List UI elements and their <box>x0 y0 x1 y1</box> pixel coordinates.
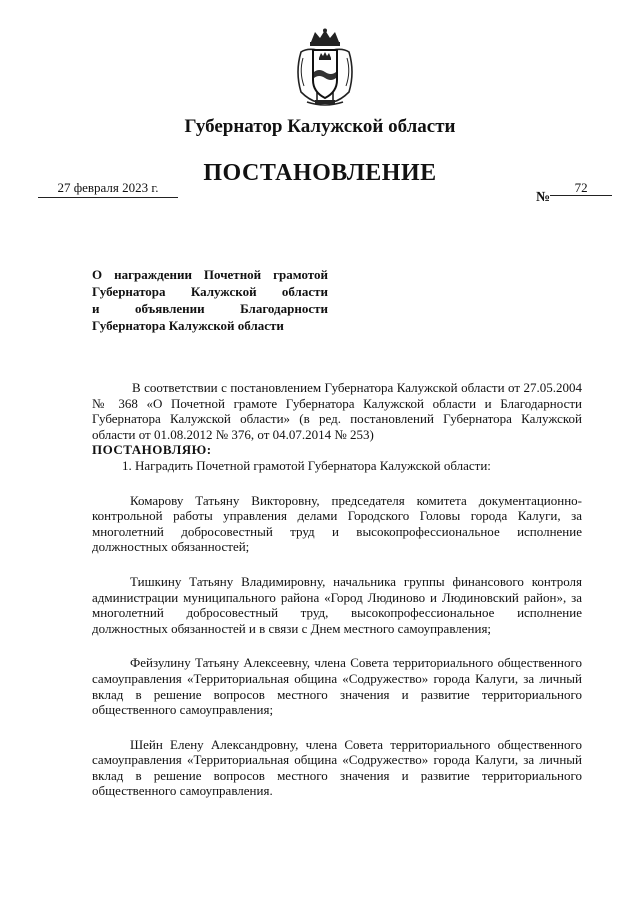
preamble-paragraph: В соответствии с постановлением Губернатора Калужской области от 27.05.2004 № 368 «О Почетной грамоте Губернатора Калужской области и Благодарности Губернатора Калужской области» (в ред. постановлений Губернатора Калужской области от 01.08.2012 № 376, от 04.07.2014 № 253) <box>92 380 582 442</box>
org-title: Губернатор Калужской области <box>184 116 456 137</box>
subject-line: Губернатора Калужской области <box>92 284 328 299</box>
awardee-paragraph: Шейн Елену Александровну, члена Совета территориального общественного самоуправления «Территориальная община «Содружество» города Калуги, за личный вклад в решение вопросов местного значения и развитие территориального общественного самоуправления. <box>92 736 582 799</box>
resolve-heading: ПОСТАНОВЛЯЮ: <box>92 442 212 458</box>
document-date: 27 февраля 2023 г. <box>38 180 178 198</box>
awardee-paragraph: Тишкину Татьяну Владимировну, начальника группы финансового контроля администрации муниципального района «Город Людиново и Людиновский район», за многолетний добросовестный труд, высокопрофессиональное исполнение должностных обязанностей и в связи с Днем местного самоуправления; <box>92 573 582 636</box>
item-1-paragraph: 1. Наградить Почетной грамотой Губернатора Калужской области: <box>122 457 491 473</box>
coat-of-arms-icon <box>293 28 357 108</box>
subject-line: и объявлении Благодарности <box>92 301 328 316</box>
awardee-paragraph: Комарову Татьяну Викторовну, председателя комитета документационно-контрольной работы управления делами Городского Головы города Калуги, за многолетний добросовестный труд и высокопрофессиональное исполнение должностных обязанностей; <box>92 492 582 555</box>
awardee-paragraph: Фейзулину Татьяну Алексеевну, члена Совета территориального общественного самоуправления «Территориальная община «Содружество» города Калуги, за личный вклад в решение вопросов местного значения и развитие территориального общественного самоуправления; <box>92 655 582 718</box>
subject-line: О награждении Почетной грамотой <box>92 267 328 282</box>
document-type: ПОСТАНОВЛЕНИЕ <box>203 160 437 186</box>
document-body <box>92 380 582 799</box>
subject-line: Губернатора Калужской области <box>92 318 284 333</box>
document-number-block <box>536 180 612 206</box>
document-subject <box>92 266 328 334</box>
number-prefix: № <box>536 190 551 205</box>
document-number: 72 <box>550 181 612 196</box>
